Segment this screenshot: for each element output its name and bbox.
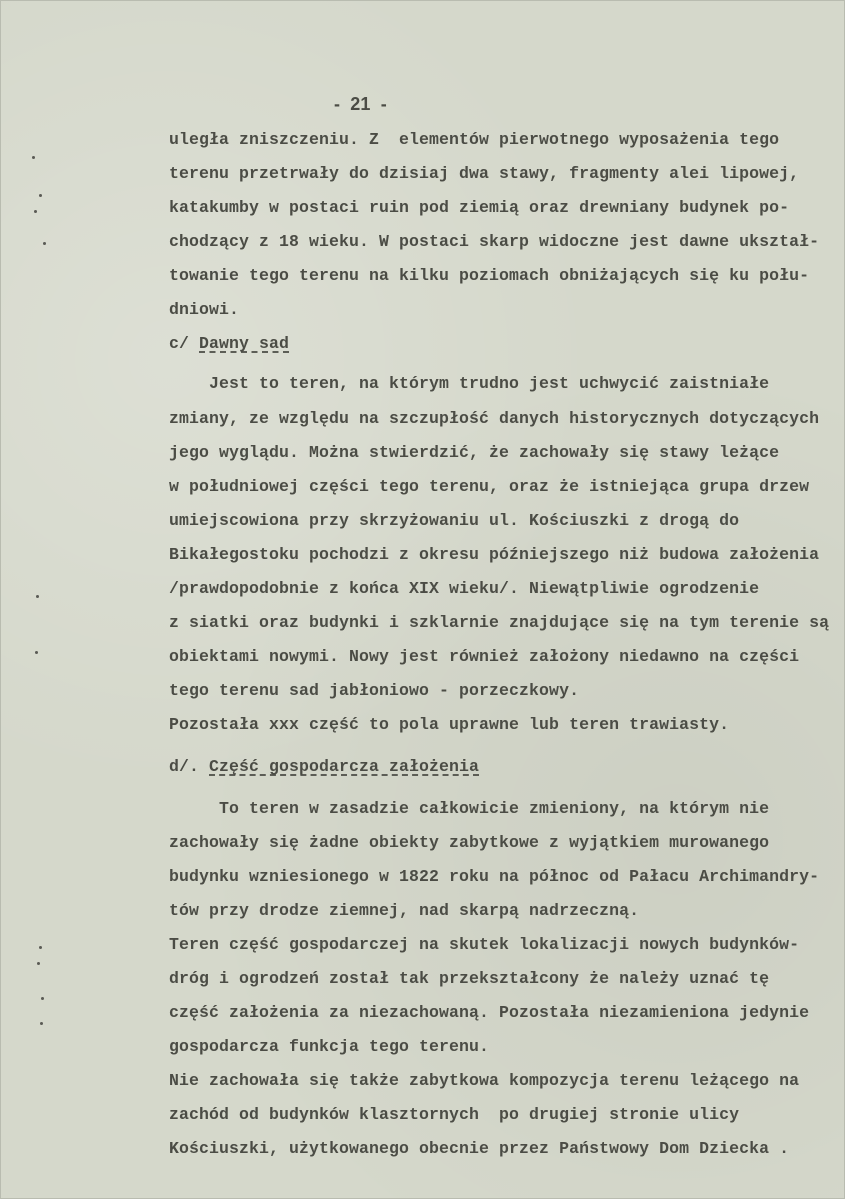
text-line: z siatki oraz budynki i szklarnie znajdujące się na tym terenie są xyxy=(169,613,830,632)
text-line: umiejscowiona przy skrzyżowaniu ul. Kościuszki z drogą do xyxy=(169,511,740,530)
text-line: Pozostała xxx część to pola uprawne lub teren trawiasty. xyxy=(169,715,730,734)
text-line: część założenia za niezachowaną. Pozostała niezamieniona jedynie xyxy=(169,1003,810,1022)
text-line: zachowały się żadne obiekty zabytkowe z wyjątkiem murowanego xyxy=(169,833,770,852)
margin-speck xyxy=(36,595,39,598)
margin-speck xyxy=(32,156,35,159)
text-line: Bikałegostoku pochodzi z okresu późniejszego niż budowa założenia xyxy=(169,545,820,564)
section-prefix: d/. xyxy=(169,757,210,776)
text-line: katakumby w postaci ruin pod ziemią oraz drewniany budynek po- xyxy=(169,198,790,217)
text-line: /prawdopodobnie z końca XIX wieku/. Niewątpliwie ogrodzenie xyxy=(169,579,760,598)
margin-speck xyxy=(37,962,40,965)
text-line: tów przy drodze ziemnej, nad skarpą nadrzeczną. xyxy=(169,901,640,920)
text-line: zachód od budynków klasztornych po drugiej stronie ulicy xyxy=(169,1105,740,1124)
text-line: uległa zniszczeniu. Z elementów pierwotnego wyposażenia tego xyxy=(169,130,780,149)
text-line: gospodarcza funkcja tego terenu. xyxy=(169,1037,490,1056)
section-heading-c xyxy=(169,334,289,354)
text-line: towanie tego terenu na kilku poziomach obniżających się ku połu- xyxy=(169,266,810,285)
text-line: jego wyglądu. Można stwierdzić, że zachowały się stawy leżące xyxy=(169,443,780,462)
page-number: - 21 - xyxy=(334,94,387,114)
margin-speck xyxy=(35,651,38,654)
margin-speck xyxy=(34,210,37,213)
text-line: dróg i ogrodzeń został tak przekształcony że należy uznać tę xyxy=(169,969,770,988)
text-line: w południowej części tego terenu, oraz że istniejąca grupa drzew xyxy=(169,477,810,496)
section-title: Dawny sad xyxy=(199,334,290,353)
text-line: zmiany, ze względu na szczupłość danych historycznych dotyczących xyxy=(169,409,820,428)
text-line: dniowi. xyxy=(169,300,240,319)
text-line: chodzący z 18 wieku. W postaci skarp widoczne jest dawne ukształ- xyxy=(169,232,820,251)
text-line: To teren w zasadzie całkowicie zmieniony, na którym nie xyxy=(219,799,770,818)
text-line: Nie zachowała się także zabytkowa kompozycja terenu leżącego na xyxy=(169,1071,800,1090)
margin-speck xyxy=(39,194,42,197)
margin-speck xyxy=(40,1022,43,1025)
text-line: terenu przetrwały do dzisiaj dwa stawy, fragmenty alei lipowej, xyxy=(169,164,800,183)
section-heading-d xyxy=(169,757,479,777)
text-line: Jest to teren, na którym trudno jest uchwycić zaistniałe xyxy=(209,374,770,393)
section-prefix: c/ xyxy=(169,334,200,353)
margin-speck xyxy=(43,242,46,245)
text-line: Kościuszki, użytkowanego obecnie przez Państwowy Dom Dziecka . xyxy=(169,1139,790,1158)
text-line: tego terenu sad jabłoniowo - porzeczkowy. xyxy=(169,681,580,700)
text-line: Teren część gospodarczej na skutek lokalizacji nowych budynków- xyxy=(169,935,800,954)
margin-speck xyxy=(39,946,42,949)
text-line: budynku wzniesionego w 1822 roku na północ od Pałacu Archimandry- xyxy=(169,867,820,886)
section-title: Część gospodarcza założenia xyxy=(209,757,480,776)
margin-speck xyxy=(41,997,44,1000)
text-line: obiektami nowymi. Nowy jest również założony niedawno na części xyxy=(169,647,800,666)
